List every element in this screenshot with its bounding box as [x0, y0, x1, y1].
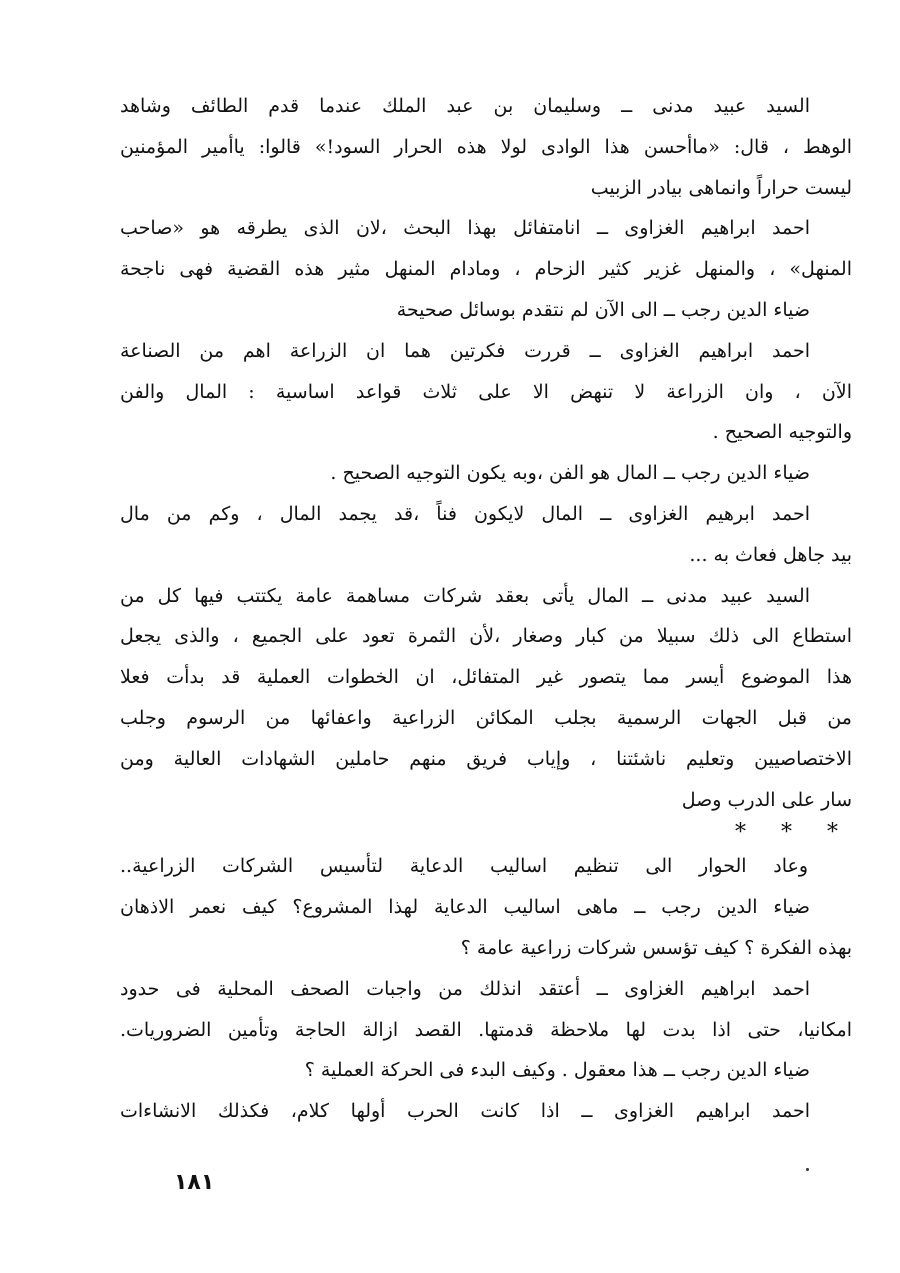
text-line-13: السيد عبيد مدنى ــ المال يأتى بعقد شركات مساهمة عامة يكتتب فيها كل من [120, 584, 810, 607]
text-line-25: احمد ابراهيم الغزاوى ــ اذا كانت الحرب أولها كلام، فكذلك الانشاءات [120, 1100, 810, 1123]
text-line-12: بيد جاهل فعاث به ... [689, 543, 852, 566]
text-line-6: ضياء الدين رجب ــ الى الآن لم نتقدم بوسائل صحيحة [396, 298, 810, 321]
body-text [120, 86, 852, 1132]
text-line-5: المنهل» ، والمنهل غزير كثير الزحام ، ومادام المنهل مثير هذه القضية فهى ناجحة [120, 258, 852, 281]
text-line-19: وعاد الحوار الى تنظيم اساليب الدعاية لتأسيس الشركات الزراعية.. [120, 855, 808, 878]
text-line-1: السيد عبيد مدنى ــ وسليمان بن عبد الملك عندما قدم الطائف وشاهد [120, 95, 810, 117]
text-line-7: احمد ابراهيم الغزاوى ــ قررت فكرتين هما ان الزراعة اهم من الصناعة [120, 339, 810, 362]
text-line-17: الاختصاصيين وتعليم ناشئتنا ، وإياب فريق منهم حاملين الشهادات العالية ومن [120, 747, 852, 770]
text-line-21: بهذه الفكرة ؟ كيف تؤسس شركات زراعية عامة ؟ [460, 936, 852, 959]
text-line-18: سار على الدرب وصل [681, 788, 852, 811]
text-line-3: ليست حراراً وانماهى بيادر الزبيب [590, 176, 852, 199]
text-line-10: ضياء الدين رجب ــ المال هو الفن ،وبه يكون التوجيه الصحيح . [330, 462, 810, 485]
text-line-22: احمد ابراهيم الغزاوى ــ أعتقد انذلك من واجبات الصحف المحلية فى حدود [120, 977, 810, 1000]
text-line-15: هذا الموضوع أيسر مما يتصور غير المتفائل، ان الخطوات العملية قد بدأت فعلا [120, 666, 852, 689]
section-separator: * * * [735, 820, 852, 846]
page-number: ١٨١ [174, 1170, 215, 1195]
text-line-14: استطاع الى ذلك سبيلا من كبار وصغار ،لأن الثمرة تعود على الجميع ، والذى يجعل [120, 625, 852, 648]
text-line-8: الآن ، وان الزراعة لا تنهض الا على ثلاث قواعد اساسية : المال والفن [120, 380, 852, 403]
text-line-23: امكانيا، حتى اذا بدت لها ملاحظة قدمتها. القصد ازالة الحاجة وتأمين الضروريات. [120, 1018, 852, 1041]
text-line-11: احمد ابرهيم الغزاوى ــ المال لايكون فناً ،قد يجمد المال ، وكم من مال [120, 502, 810, 525]
text-line-16: من قبل الجهات الرسمية بجلب المكائن الزراعية واعفائها من الرسوم وجلب [120, 706, 852, 729]
text-line-9: والتوجيه الصحيح . [712, 421, 852, 444]
text-line-24: ضياء الدين رجب ــ هذا معقول . وكيف البدء فى الحركة العملية ؟ [304, 1059, 810, 1082]
text-line-2: الوهط ، قال: «ماأحسن هذا الوادى لولا هذه الحرار السود!» قالوا: ياأمير المؤمنين [120, 135, 852, 158]
text-line-4: احمد ابراهيم الغزاوى ــ انامتفائل بهذا البحث ،لان الذى يطرقه هو «صاحب [120, 217, 810, 240]
text-line-20: ضياء الدين رجب ــ ماهى اساليب الدعاية لهذا المشروع؟ كيف نعمر الاذهان [120, 896, 810, 919]
scan-speck [806, 1168, 809, 1171]
